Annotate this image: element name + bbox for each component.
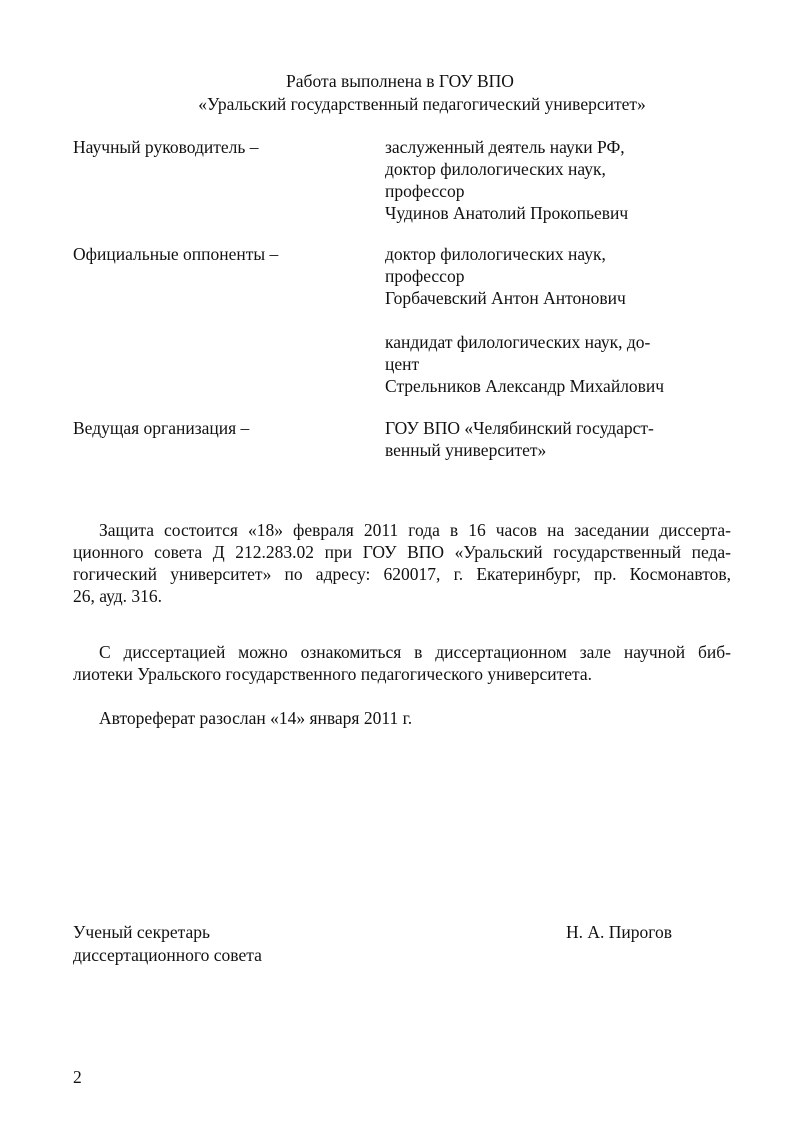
opponent-1-line: профессор <box>385 266 465 286</box>
opponent-1-line: доктор филологических наук, <box>385 244 606 264</box>
secretary-title-line-1: Ученый секретарь <box>73 922 210 942</box>
supervisor-line: заслуженный деятель науки РФ, <box>385 137 625 157</box>
opponents-details <box>385 243 695 397</box>
defense-line: Защита состоится «18» февраля 2011 года в 16 часов на заседании диссерта- <box>99 520 731 540</box>
defense-line: 26, ауд. 316. <box>73 586 163 606</box>
abstract-sent-date: Автореферат разослан «14» января 2011 г. <box>99 708 413 728</box>
header-line-2: «Уральский государственный педагогический университет» <box>198 94 646 114</box>
library-line: С диссертацией можно ознакомиться в диссертационном зале научной биб- <box>99 642 731 662</box>
leading-org-details <box>385 417 695 461</box>
opponents-label: Официальные оппоненты – <box>73 244 279 264</box>
header-line-1: Работа выполнена в ГОУ ВПО <box>286 71 514 91</box>
leading-org-line: венный университет» <box>385 440 547 460</box>
opponent-2-name: Стрельников Александр Михайлович <box>385 376 665 396</box>
defense-line: ционного совета Д 212.283.02 при ГОУ ВПО «Уральский государственный педа- <box>73 542 731 562</box>
library-paragraph <box>73 641 731 685</box>
secretary-name: Н. А. Пирогов <box>566 922 673 942</box>
supervisor-details <box>385 136 695 224</box>
supervisor-line: профессор <box>385 181 465 201</box>
supervisor-label: Научный руководитель – <box>73 137 259 157</box>
page-number: 2 <box>73 1067 82 1087</box>
supervisor-line: доктор филологических наук, <box>385 159 606 179</box>
defense-line: гогический университет» по адресу: 620017, г. Екатеринбург, пр. Космонавтов, <box>73 564 731 584</box>
opponent-2-line: кандидат филологических наук, до- <box>385 332 651 352</box>
leading-org-label: Ведущая организация – <box>73 418 250 438</box>
secretary-title-line-2: диссертационного совета <box>73 945 262 965</box>
opponent-2-line: цент <box>385 354 420 374</box>
library-line: лиотеки Уральского государственного педагогического университета. <box>73 664 593 684</box>
leading-org-line: ГОУ ВПО «Челябинский государст- <box>385 418 654 438</box>
opponent-1-name: Горбачевский Антон Антонович <box>385 288 626 308</box>
supervisor-name: Чудинов Анатолий Прокопьевич <box>385 203 629 223</box>
opponent-gap <box>385 309 695 331</box>
defense-paragraph <box>73 519 731 607</box>
